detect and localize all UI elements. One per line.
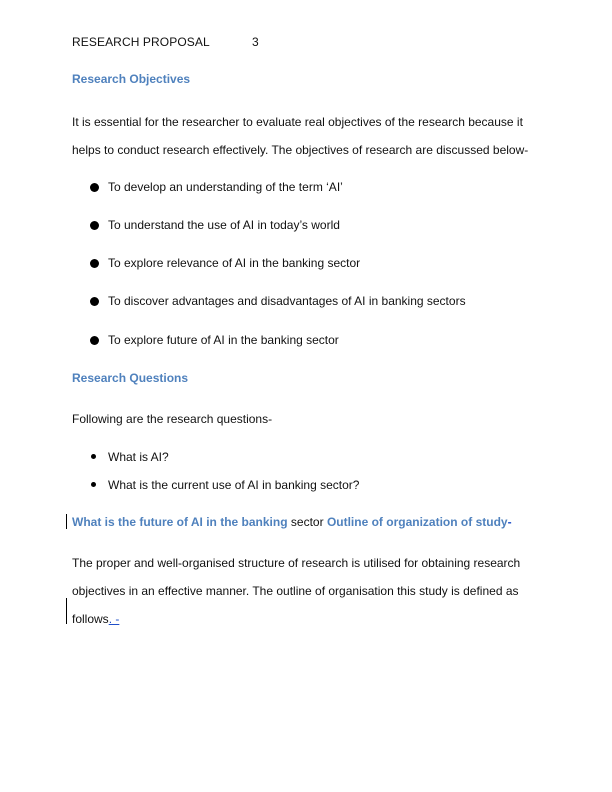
mixed-heading-line <box>72 515 512 529</box>
question-item <box>90 450 169 464</box>
outline-line-1: The proper and well-organised structure of research is utilised for obtaining research <box>72 556 521 570</box>
objective-item-text: To discover advantages and disadvantages of AI in banking sectors <box>108 294 466 308</box>
objective-item-text: To develop an understanding of the term ‘AI’ <box>108 180 343 194</box>
page-number: 3 <box>252 35 259 49</box>
objective-item <box>90 218 340 232</box>
objective-item <box>90 333 339 347</box>
objectives-intro-line-2: helps to conduct research effectively. The objectives of research are discussed below- <box>72 143 529 157</box>
objective-item <box>90 180 343 194</box>
bullet-icon <box>90 183 99 192</box>
questions-intro: Following are the research questions- <box>72 412 273 426</box>
text-cursor-marker <box>66 514 67 529</box>
question-item-text: What is the current use of AI in banking sector? <box>108 478 360 492</box>
research-questions-heading: Research Questions <box>72 371 189 385</box>
outline-heading: Outline of organization of study <box>326 515 508 529</box>
objective-item <box>90 256 361 270</box>
small-bullet-icon <box>91 454 96 459</box>
revision-dash-mark: - <box>507 515 512 529</box>
small-bullet-icon <box>91 482 96 487</box>
objective-item-text: To explore future of AI in the banking sector <box>108 333 339 347</box>
revision-mark: . - <box>108 612 120 626</box>
header-title: RESEARCH PROPOSAL <box>72 35 210 49</box>
objective-item-text: To understand the use of AI in today’s world <box>108 218 340 232</box>
revision-bar-marker <box>66 598 67 624</box>
bullet-icon <box>90 336 99 345</box>
research-objectives-heading: Research Objectives <box>72 72 191 86</box>
outline-follows-text: follows <box>72 612 109 626</box>
objective-item-text: To explore relevance of AI in the banking sector <box>108 256 361 270</box>
outline-line-3 <box>72 612 119 626</box>
future-question-text: What is the future of AI in the banking <box>72 515 288 529</box>
page-header <box>72 35 259 49</box>
bullet-icon <box>90 297 99 306</box>
bullet-icon <box>90 259 99 268</box>
sector-word: sector <box>290 515 324 529</box>
objectives-intro-line-1: It is essential for the researcher to evaluate real objectives of the research because it <box>72 115 523 129</box>
objective-item <box>90 294 466 308</box>
outline-line-2: objectives in an effective manner. The outline of organisation this study is defined as <box>72 584 519 598</box>
question-item <box>90 478 360 492</box>
question-item-text: What is AI? <box>108 450 169 464</box>
bullet-icon <box>90 221 99 230</box>
